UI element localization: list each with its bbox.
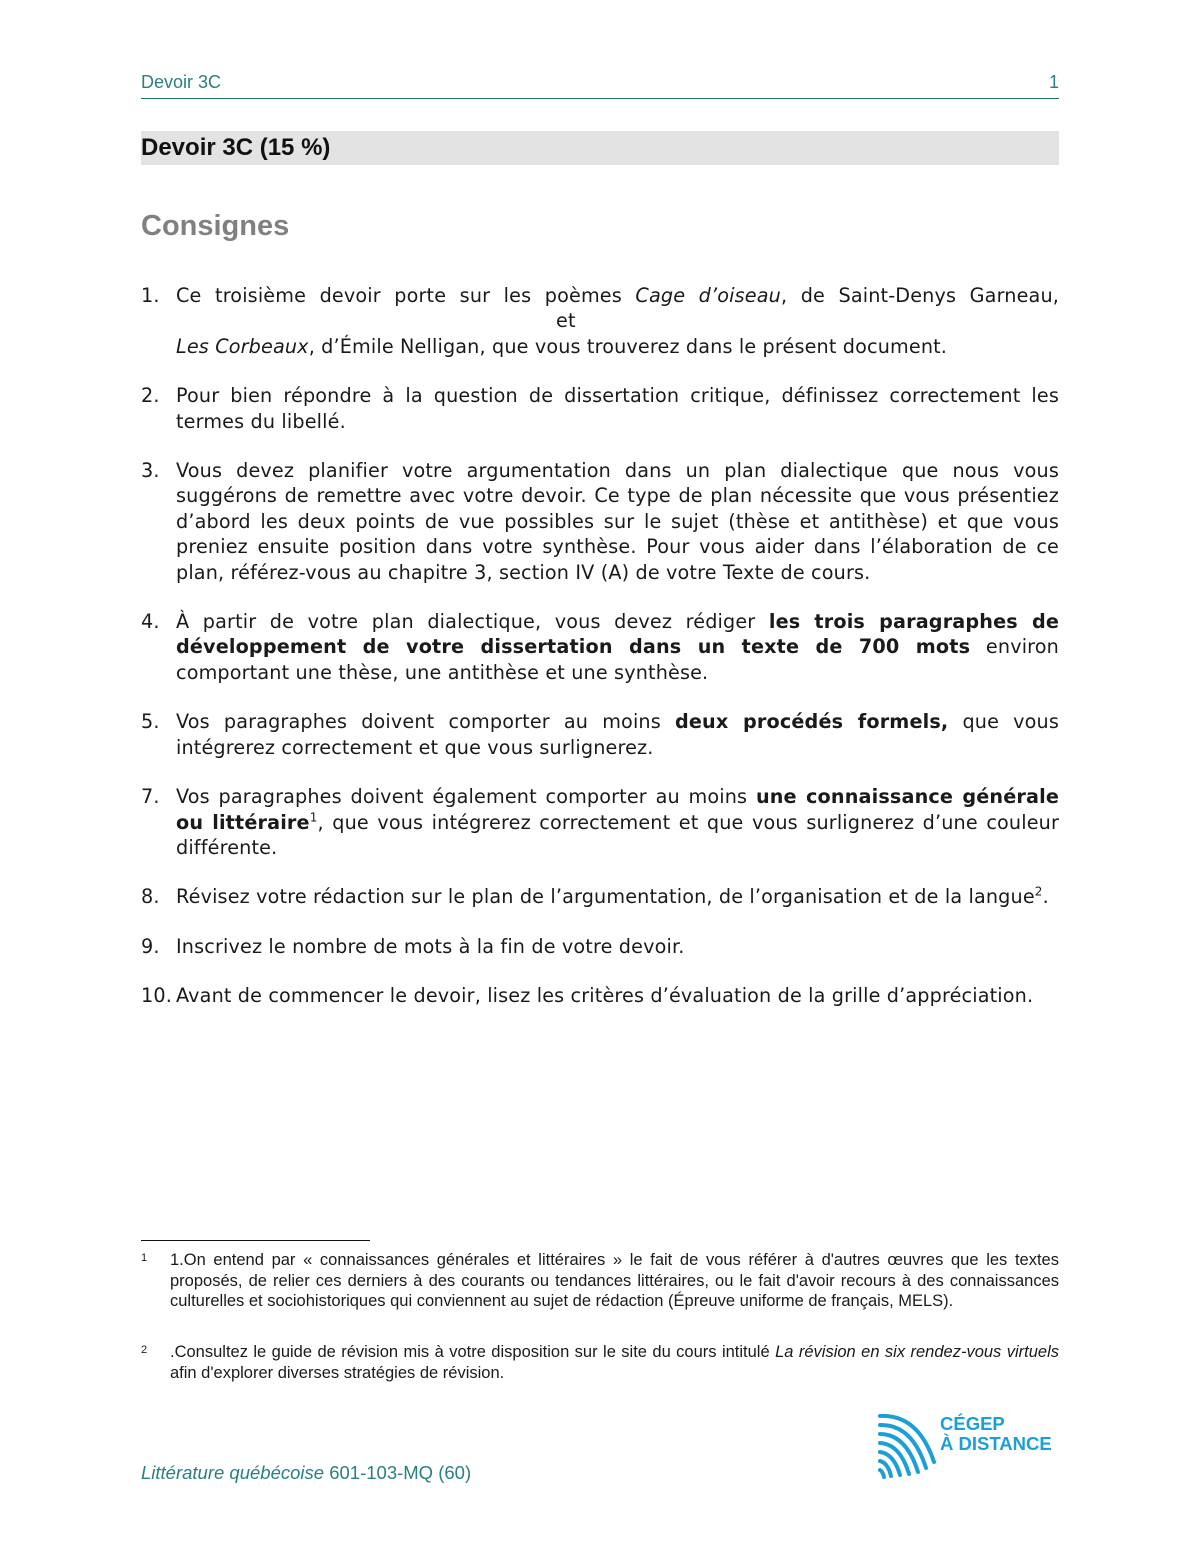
list-item	[141, 884, 1059, 909]
header-page-number: 1	[1048, 72, 1059, 92]
list-item	[141, 458, 1059, 585]
item-number: 3.	[141, 459, 160, 483]
list-item	[141, 383, 1059, 434]
course-code: 601-103-MQ (60)	[324, 1462, 472, 1483]
footnote-ref[interactable]: 2	[1034, 884, 1043, 899]
item-number: 1.	[141, 284, 160, 307]
item-text: environ comportant une thèse, une antithèse et une synthèse.	[176, 635, 1059, 684]
list-item	[141, 934, 1059, 959]
logo-line-2: À DISTANCE	[940, 1433, 1052, 1454]
item-number: 4.	[141, 610, 160, 634]
document-title: Devoir 3C (15 %)	[141, 134, 331, 161]
footnote-text-part: afin d'explorer diverses stratégies de révision.	[170, 1363, 505, 1382]
poem-title: Cage d’oiseau	[635, 284, 781, 307]
item-number: 9.	[141, 934, 160, 958]
item-number: 7.	[141, 785, 160, 809]
item-text: Vos paragraphes doivent également comporter au moins	[176, 785, 756, 809]
item-text: , d’Émile Nelligan, que vous trouverez dans le présent document.	[308, 334, 948, 358]
item-number: 2.	[141, 384, 160, 408]
item-emphasis: les trois paragraphes de développement de votre dissertation dans un texte de 700 mots	[176, 610, 1059, 659]
item-text: Inscrivez le nombre de mots à la fin de votre devoir.	[176, 934, 685, 958]
footnote-mark: 1	[141, 1252, 148, 1264]
list-item	[141, 983, 1059, 1008]
instruction-list	[141, 283, 1059, 1033]
item-text: Ce troisième devoir porte sur les poèmes	[176, 284, 636, 307]
footnote-1	[141, 1250, 1059, 1312]
item-text: À partir de votre plan dialectique, vous devez rédiger	[176, 610, 769, 634]
item-emphasis: une connaissance générale ou littéraire	[176, 785, 1060, 834]
item-text: que vous intégrerez correctement et que vous surlignerez.	[176, 710, 1059, 759]
logo-waves-icon	[878, 1410, 938, 1480]
title-band	[141, 131, 1059, 165]
footer-course	[141, 1462, 471, 1484]
list-item	[141, 283, 1059, 359]
item-text: , que vous intégrerez correctement et que vous surlignerez d’une couleur différente.	[176, 810, 1060, 859]
item-number: 10.	[141, 984, 172, 1008]
logo-wordmark	[940, 1414, 1052, 1454]
header-title: Devoir 3C	[141, 72, 222, 92]
footnote-mark: 2	[141, 1344, 148, 1356]
footnote-ref[interactable]: 1	[309, 810, 318, 825]
course-name: Littérature québécoise	[141, 1462, 325, 1483]
page-header	[141, 70, 1059, 99]
footnote-text: 1.On entend par « connaissances générales et littéraires » le fait de vous référer à d'autres œuvres que les textes proposés, de relier ces derniers à des courants ou tendances littéraires, ou le fait d'avoir recours à des connaissances culturelles et sociohistoriques qui conviennent au sujet de rédaction (Épreuve uniforme de français, MELS).	[170, 1251, 1059, 1310]
item-text: Avant de commencer le devoir, lisez les critères d’évaluation de la grille d’appréciation.	[176, 984, 1034, 1008]
list-item	[141, 609, 1059, 685]
list-item	[141, 784, 1059, 860]
section-heading: Consignes	[141, 210, 290, 242]
item-text: Vous devez planifier votre argumentation dans un plan dialectique que nous vous suggérons de remettre avec votre devoir. Ce type de plan nécessite que vous présentiez d’abord les deux points de vue possibles sur le sujet (thèse et antithèse) et que vous preniez ensuite position dans votre synthèse. Pour vous aider dans l’élaboration de ce plan, référez-vous au chapitre 3, section IV (A) de votre Texte de cours.	[176, 459, 1059, 584]
item-text: .	[1042, 885, 1049, 909]
footnote-text-part: .Consultez le guide de révision mis à votre disposition sur le site du cours intitulé	[170, 1343, 776, 1361]
footnote-separator	[141, 1240, 370, 1241]
item-text: Vos paragraphes doivent comporter au moins	[176, 710, 675, 734]
cegep-logo	[878, 1410, 1058, 1480]
item-text: , de Saint-Denys Garneau,	[780, 284, 1060, 307]
item-number: 8.	[141, 885, 160, 909]
footnote-text	[170, 1342, 1059, 1383]
item-text: Pour bien répondre à la question de dissertation critique, définissez correctement les termes du libellé.	[176, 384, 1059, 433]
logo-line-1: CÉGEP	[940, 1413, 1005, 1434]
item-text: et	[556, 309, 576, 333]
footnote-2	[141, 1342, 1059, 1383]
item-text: Révisez votre rédaction sur le plan de l’argumentation, de l’organisation et de la langue	[176, 885, 1035, 909]
list-item	[141, 709, 1059, 760]
guide-title: La révision en six rendez-vous virtuels	[775, 1343, 1059, 1361]
item-emphasis: deux procédés formels,	[674, 710, 949, 734]
item-number: 5.	[141, 710, 160, 734]
poem-title: Les Corbeaux	[176, 334, 309, 358]
